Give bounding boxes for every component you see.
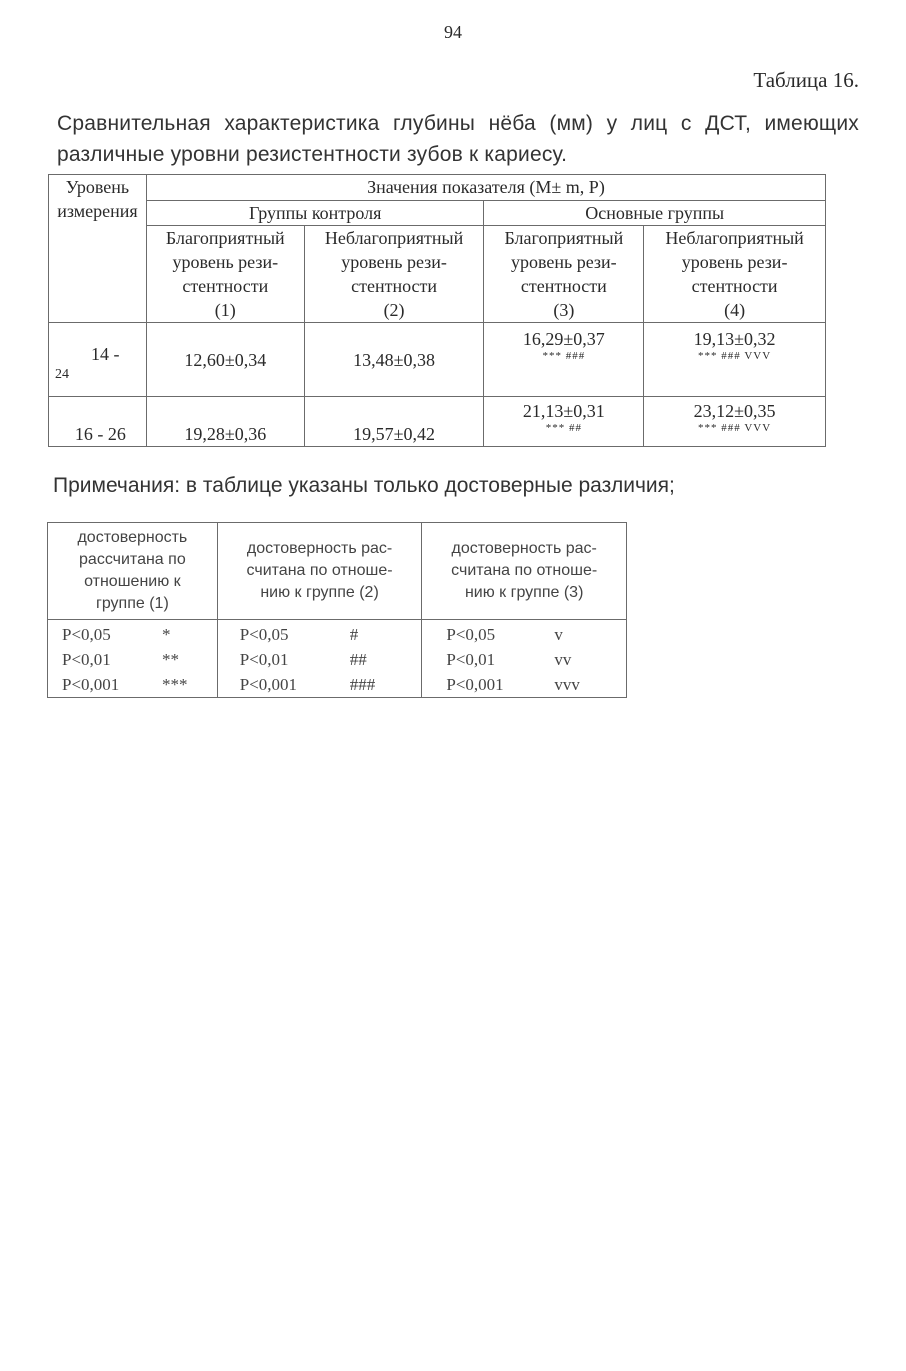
significance-marks: *** ## <box>545 422 582 434</box>
value-cell: 16,29±0,37 *** ### <box>484 323 644 397</box>
value-cell: 12,60±0,34 <box>146 323 304 397</box>
legend-header-group-3: достоверность рас- считана по отноше- нию к группе (3) <box>422 523 627 620</box>
results-table <box>48 174 826 447</box>
legend-column-group-1: P<0,05 * P<0,01 ** P<0,001 *** <box>48 620 218 698</box>
significance-marks: *** ### VVV <box>698 422 772 434</box>
table-label: Таблица 16. <box>753 68 859 92</box>
value-cell: 19,13±0,32 *** ### VVV <box>644 323 826 397</box>
significance-legend <box>47 522 627 698</box>
value-cell: 13,48±0,38 <box>304 323 484 397</box>
main-groups-header: Основные группы <box>484 201 826 226</box>
group-1-header: Благоприятный уровень рези- стентности (1) <box>146 226 304 323</box>
table-row <box>49 323 826 397</box>
table-caption: Сравнительная характеристика глубины нёба (мм) у лиц с ДСТ, имеющих различные уровни резистентности зубов к кариесу. <box>57 112 859 166</box>
values-header: Значения показателя (M± m, P) <box>146 175 825 201</box>
page-number: 94 <box>444 22 462 42</box>
table-row <box>49 397 826 447</box>
legend-column-group-3: P<0,05 v P<0,01 vv P<0,001 vvv <box>422 620 627 698</box>
legend-header-group-2: достоверность рас- считана по отноше- нию к группе (2) <box>217 523 422 620</box>
group-4-header: Неблагоприятный уровень рези- стентности (4) <box>644 226 826 323</box>
value-cell: 19,28±0,36 <box>146 397 304 447</box>
legend-header-group-1: достоверность рассчитана по отношению к группе (1) <box>48 523 218 620</box>
legend-column-group-2: P<0,05 # P<0,01 ## P<0,001 ### <box>217 620 422 698</box>
significance-marks: *** ### <box>542 350 586 362</box>
value-cell: 23,12±0,35 *** ### VVV <box>644 397 826 447</box>
value-cell: 21,13±0,31 *** ## <box>484 397 644 447</box>
level-cell: 16 - 26 <box>49 397 147 447</box>
level-header: Уровень измерения <box>49 175 147 323</box>
significance-marks: *** ### VVV <box>698 350 772 362</box>
group-2-header: Неблагоприятный уровень рези- стентности (2) <box>304 226 484 323</box>
group-3-header: Благоприятный уровень рези- стентности (3) <box>484 226 644 323</box>
notes: Примечания: в таблице указаны только достоверные различия; <box>53 474 675 497</box>
level-cell: 14 - 24 <box>49 323 147 397</box>
control-groups-header: Группы контроля <box>146 201 484 226</box>
value-cell: 19,57±0,42 <box>304 397 484 447</box>
